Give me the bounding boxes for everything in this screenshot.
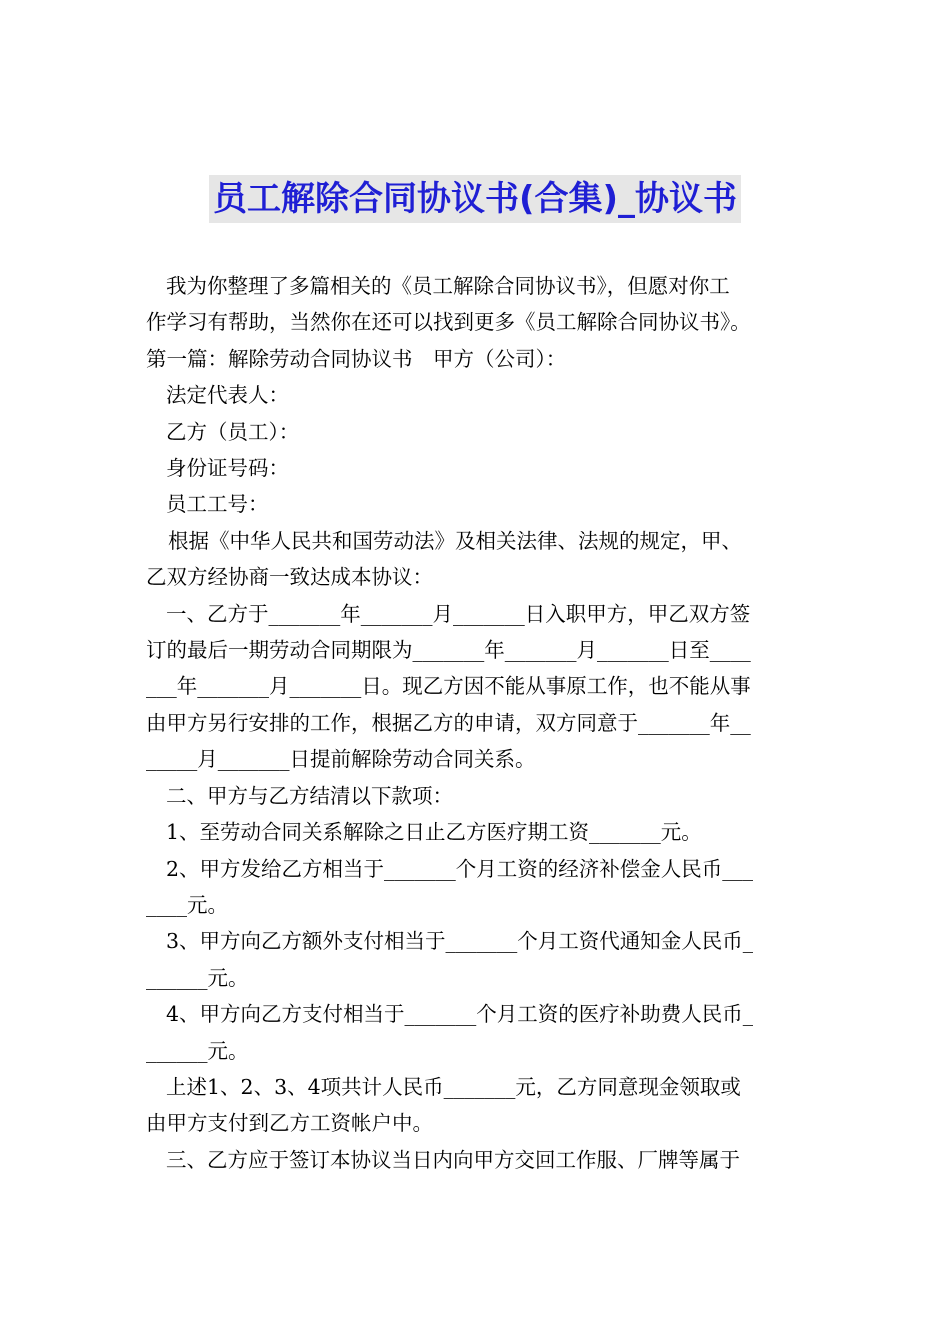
item-1-line: 1、至劳动合同关系解除之日止乙方医疗期工资_______元。 xyxy=(166,820,702,845)
party-b-label: 乙方（员工）： xyxy=(166,419,300,444)
intro-line-2: 作学习有帮助，当然你在还可以找到更多《员工解除合同协议书》。 xyxy=(146,310,751,335)
item-2-line-1: 2、甲方发给乙方相当于_______个月工资的经济补偿金人民币___ xyxy=(166,856,754,881)
section-heading: 第一篇：解除劳动合同协议书 甲方（公司）： xyxy=(146,346,567,371)
basis-line-2: 乙双方经协商一致达成本协议： xyxy=(146,565,433,590)
document-body xyxy=(146,268,810,1178)
item-3-line-2: ______元。 xyxy=(146,965,249,990)
clause-3-line-1: 三、乙方应于签订本协议当日内向甲方交回工作服、厂牌等属于 xyxy=(166,1147,740,1172)
title-container xyxy=(0,175,950,223)
basis-line-1: 根据《中华人民共和国劳动法》及相关法律、法规的规定，甲、 xyxy=(168,528,742,553)
item-4-line-1: 4、甲方向乙方支付相当于_______个月工资的医疗补助费人民币_ xyxy=(166,1002,754,1027)
item-4-line-2: ______元。 xyxy=(146,1038,249,1063)
employee-number-label: 员工工号： xyxy=(166,492,269,517)
document-title: 员工解除合同协议书(合集)_协议书 xyxy=(209,175,741,223)
clause-1-line-5: _____月_______日提前解除劳动合同关系。 xyxy=(146,747,536,772)
item-3-line-1: 3、甲方向乙方额外支付相当于_______个月工资代通知金人民币_ xyxy=(166,929,754,954)
clause-1-line-3: ___年_______月_______日。现乙方因不能从事原工作，也不能从事 xyxy=(146,674,751,699)
clause-1-line-4: 由甲方另行安排的工作，根据乙方的申请，双方同意于_______年__ xyxy=(146,710,751,735)
item-2-line-2: ____元。 xyxy=(146,892,228,917)
total-line-2: 由甲方支付到乙方工资帐户中。 xyxy=(146,1111,433,1136)
clause-1-line-2: 订的最后一期劳动合同期限为_______年_______月_______日至____ xyxy=(146,638,751,663)
total-line-1: 上述1、2、3、4项共计人民币_______元，乙方同意现金领取或 xyxy=(166,1074,741,1099)
legal-representative-label: 法定代表人： xyxy=(166,383,289,408)
clause-2-heading: 二、甲方与乙方结清以下款项： xyxy=(166,783,453,808)
id-number-label: 身份证号码： xyxy=(166,456,289,481)
intro-line-1: 我为你整理了多篇相关的《员工解除合同协议书》，但愿对你工 xyxy=(166,274,730,298)
clause-1-line-1: 一、乙方于_______年_______月_______日入职甲方，甲乙双方签 xyxy=(166,601,751,626)
